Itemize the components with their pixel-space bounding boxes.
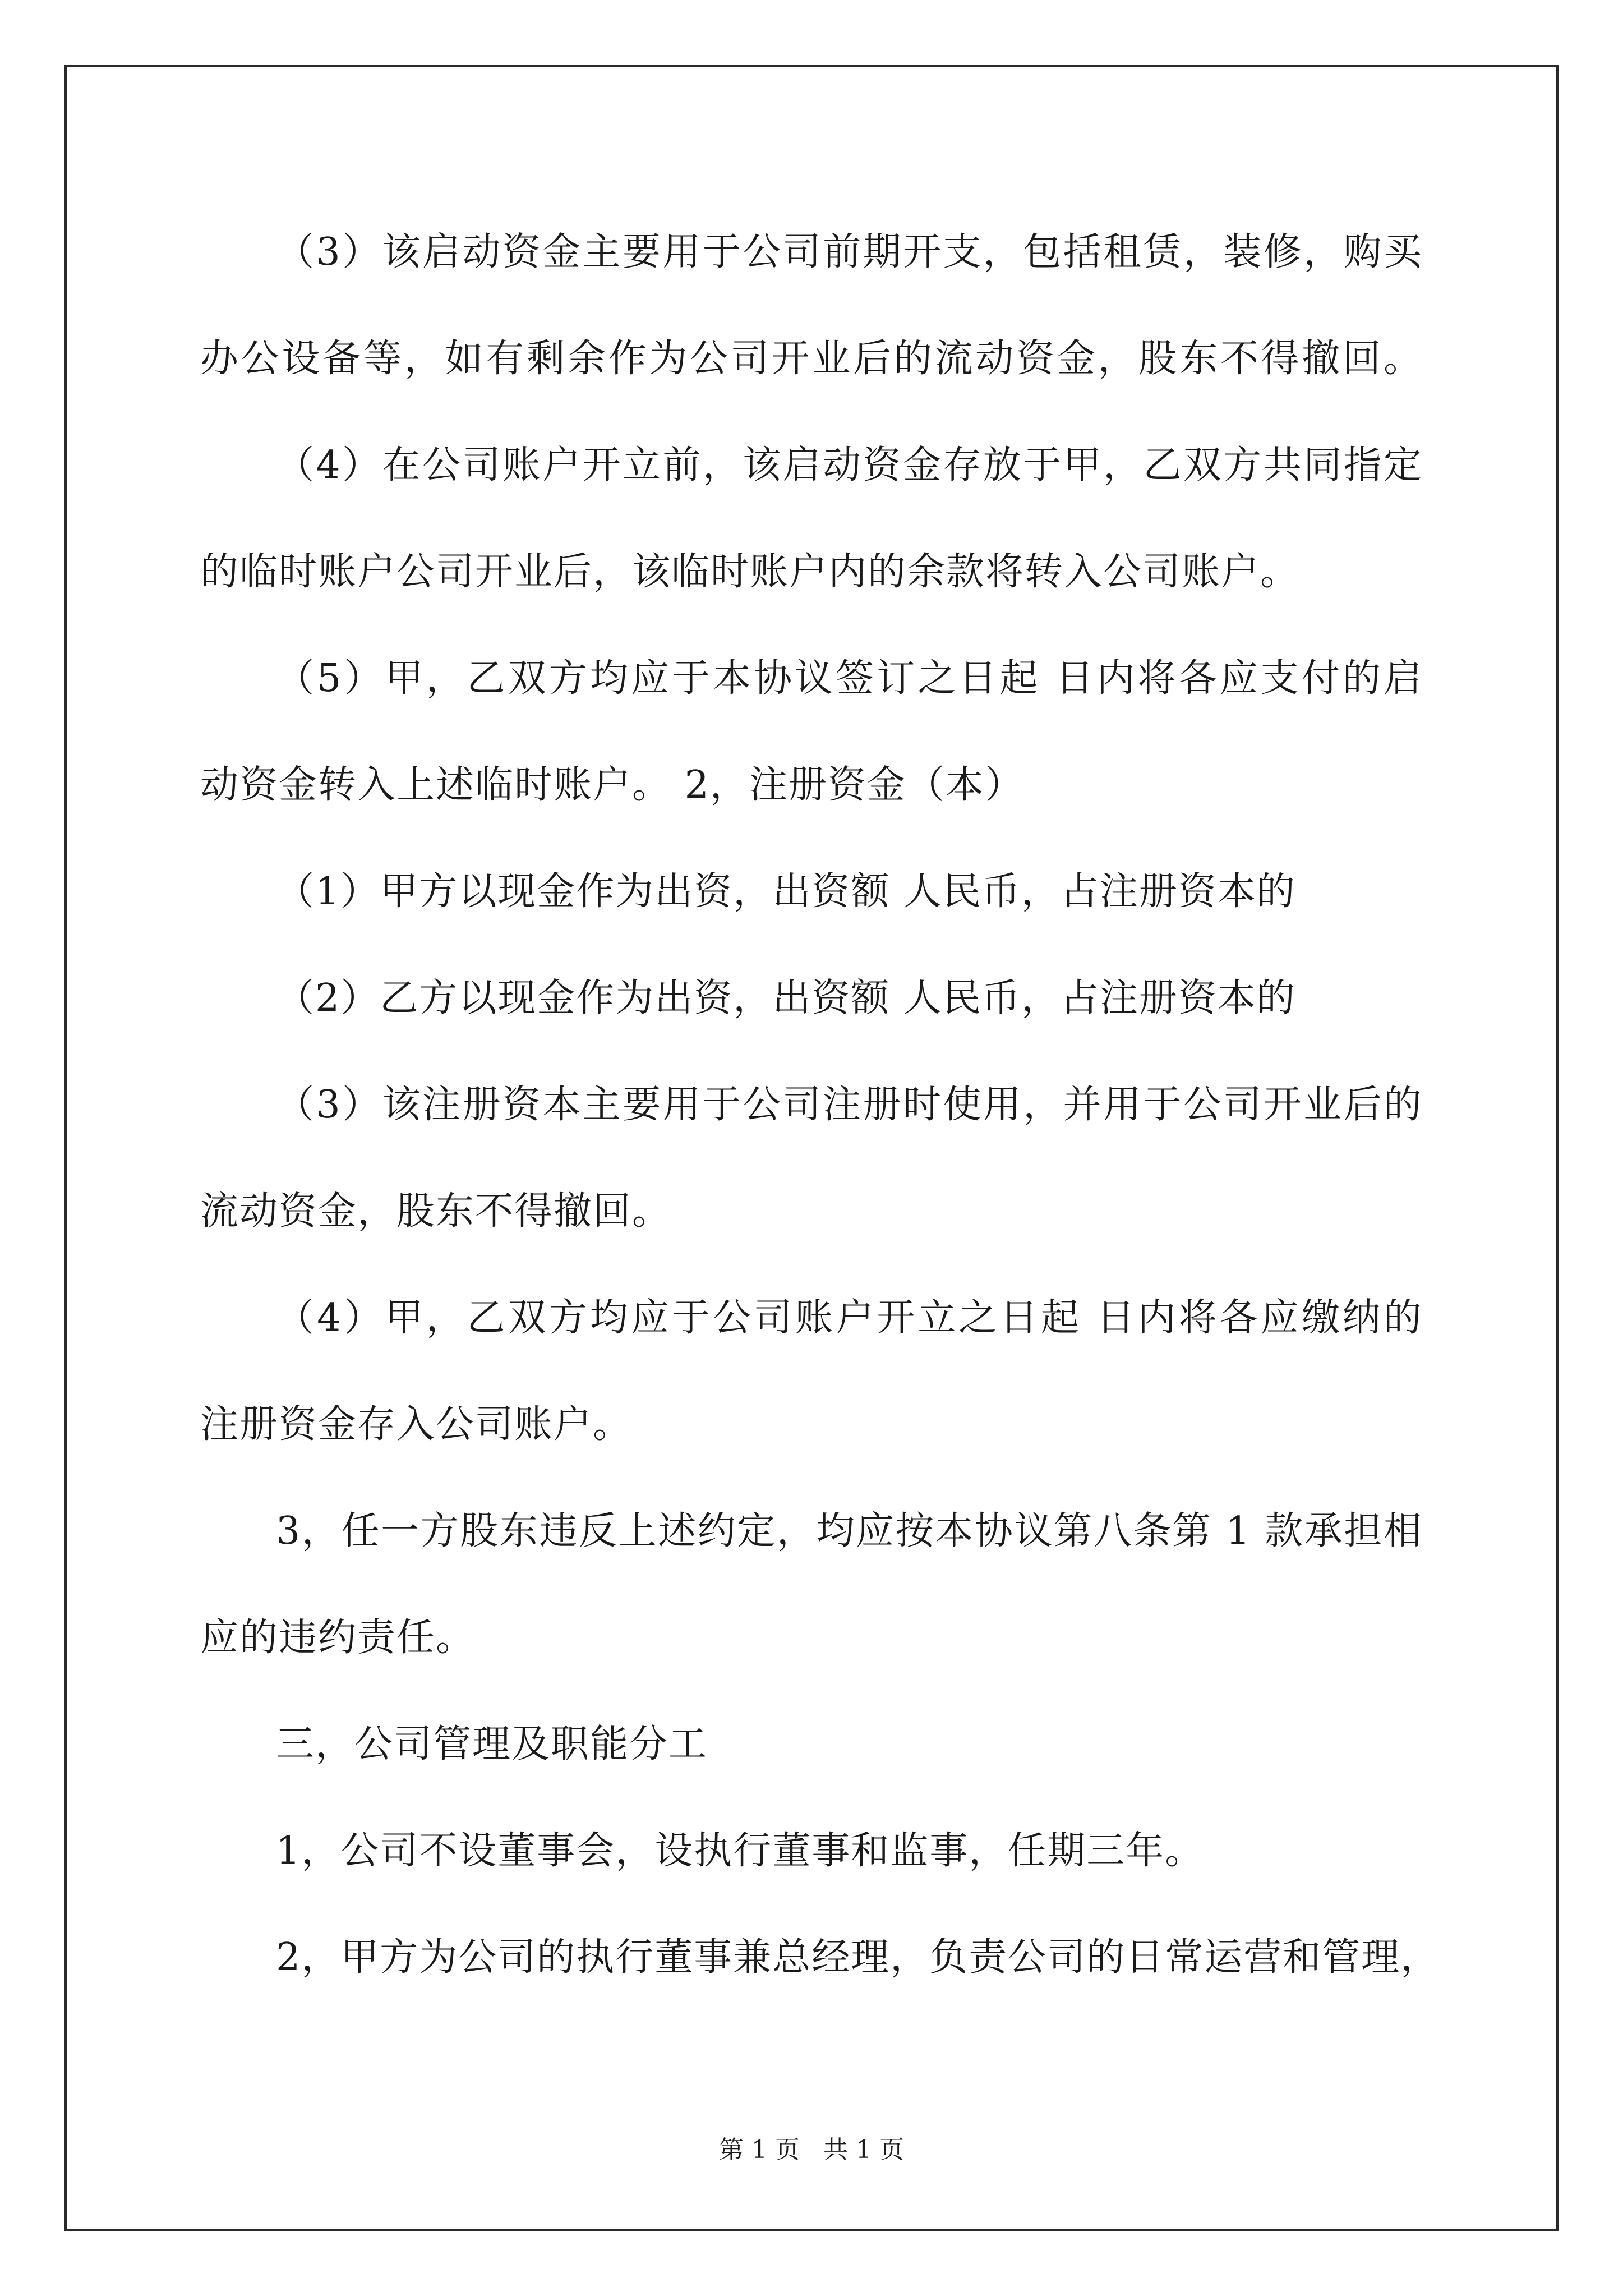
page-number: 第 1 页 [719,2136,800,2164]
text-line: 办公设备等，如有剩余作为公司开业后的流动资金，股东不得撤回。 [200,337,1423,381]
text-line: （1）甲方以现金作为出资，出资额 人民币，占注册资本的 [276,869,1296,914]
text-line: 2，甲方为公司的执行董事兼总经理，负责公司的日常运营和管理， [276,1935,1440,1980]
text-line: 应的违约责任。 [200,1616,476,1660]
text-line: （4）甲，乙双方均应于公司账户开立之日起 日内将各应缴纳的 [276,1296,1423,1340]
text-line: （4）在公司账户开立前，该启动资金存放于甲，乙双方共同指定 [276,443,1423,487]
text-line: 的临时账户公司开业后，该临时账户内的余款将转入公司账户。 [200,550,1300,594]
section-heading: 三，公司管理及职能分工 [276,1722,708,1766]
text-line: 动资金转入上述临时账户。 2，注册资金（本） [200,763,1024,807]
text-line: （3）该注册资本主要用于公司注册时使用，并用于公司开业后的 [276,1083,1423,1127]
text-line: 流动资金，股东不得撤回。 [200,1189,672,1234]
text-line: （2）乙方以现金作为出资，出资额 人民币，占注册资本的 [276,976,1296,1020]
page-total: 共 1 页 [823,2136,904,2164]
text-line: （3）该启动资金主要用于公司前期开支，包括租赁，装修，购买 [276,230,1423,274]
page-footer [0,2134,1623,2166]
text-line: 1，公司不设董事会，设执行董事和监事，任期三年。 [276,1829,1205,1873]
text-line: 3，任一方股东违反上述约定，均应按本协议第八条第 1 款承担相 [276,1509,1423,1553]
text-line: （5）甲，乙双方均应于本协议签订之日起 日内将各应支付的启 [276,656,1423,701]
page-border [64,65,1559,2231]
text-line: 注册资金存入公司账户。 [200,1402,633,1447]
